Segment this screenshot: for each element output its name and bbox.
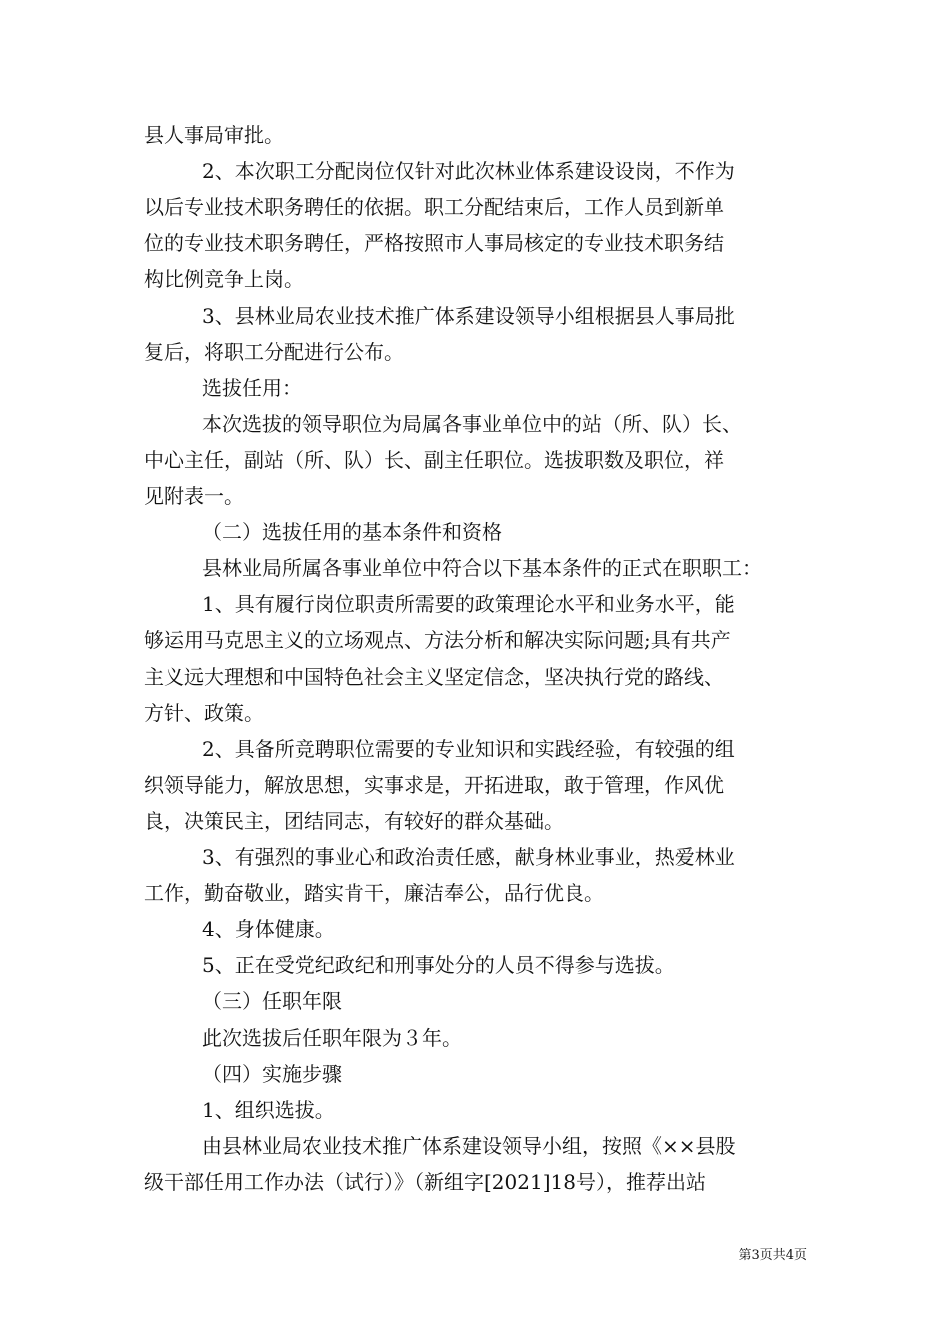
text-line: （三）任职年限	[202, 989, 342, 1014]
text-line: 此次选拔后任职年限为３年。	[202, 1025, 462, 1050]
text-line: 织领导能力，解放思想，实事求是，开拓进取，敢于管理，作风优	[144, 772, 724, 797]
text-line: 1、具有履行岗位职责所需要的政策理论水平和业务水平，能	[202, 592, 735, 617]
text-line: 良，决策民主，团结同志，有较好的群众基础。	[144, 808, 564, 833]
text-line: （二）选拔任用的基本条件和资格	[202, 520, 502, 545]
text-line: 县人事局审批。	[144, 123, 284, 147]
text-line: 构比例竞争上岗。	[144, 267, 304, 292]
text-line: 2、具备所竞聘职位需要的专业知识和实践经验，有较强的组	[202, 736, 735, 761]
text-line: 4、身体健康。	[202, 917, 335, 942]
text-line: 3、有强烈的事业心和政治责任感，献身林业事业，热爱林业	[202, 845, 735, 869]
text-line: 中心主任，副站（所、队）长、副主任职位。选拔职数及职位，祥	[144, 447, 724, 472]
text-line: 级干部任用工作办法（试行）》（新组字[2021]18号），推荐出站	[144, 1169, 706, 1194]
text-line: 1、组织选拔。	[202, 1097, 335, 1122]
text-line: 县林业局所属各事业单位中符合以下基本条件的正式在职职工：	[202, 556, 762, 581]
page-number: 第3页共4页	[738, 1248, 807, 1263]
text-line: 位的专业技术职务聘任，严格按照市人事局核定的专业技术职务结	[144, 231, 724, 256]
text-line: 3、县林业局农业技术推广体系建设领导小组根据县人事局批	[202, 303, 735, 328]
text-line: 本次选拔的领导职位为局属各事业单位中的站（所、队）长、	[202, 411, 742, 436]
text-line: 工作，勤奋敬业，踏实肯干，廉洁奉公，品行优良。	[144, 881, 604, 906]
text-line: 主义远大理想和中国特色社会主义坚定信念，坚决执行党的路线、	[144, 664, 724, 689]
text-line: 选拔任用：	[202, 375, 302, 400]
text-line: 复后，将职工分配进行公布。	[144, 339, 404, 364]
text-line: 以后专业技术职务聘任的依据。职工分配结束后，工作人员到新单	[144, 195, 724, 220]
text-line: 由县林业局农业技术推广体系建设领导小组，按照《××县股	[202, 1133, 736, 1158]
text-line: 5、正在受党纪政纪和刑事处分的人员不得参与选拔。	[202, 953, 675, 978]
text-line: 够运用马克思主义的立场观点、方法分析和解决实际问题;具有共产	[144, 628, 731, 653]
text-line: 2、本次职工分配岗位仅针对此次林业体系建设设岗，不作为	[202, 159, 735, 184]
text-line: 见附表一。	[144, 484, 244, 508]
text-line: （四）实施步骤	[202, 1061, 342, 1086]
text-line: 方针、政策。	[144, 700, 264, 725]
